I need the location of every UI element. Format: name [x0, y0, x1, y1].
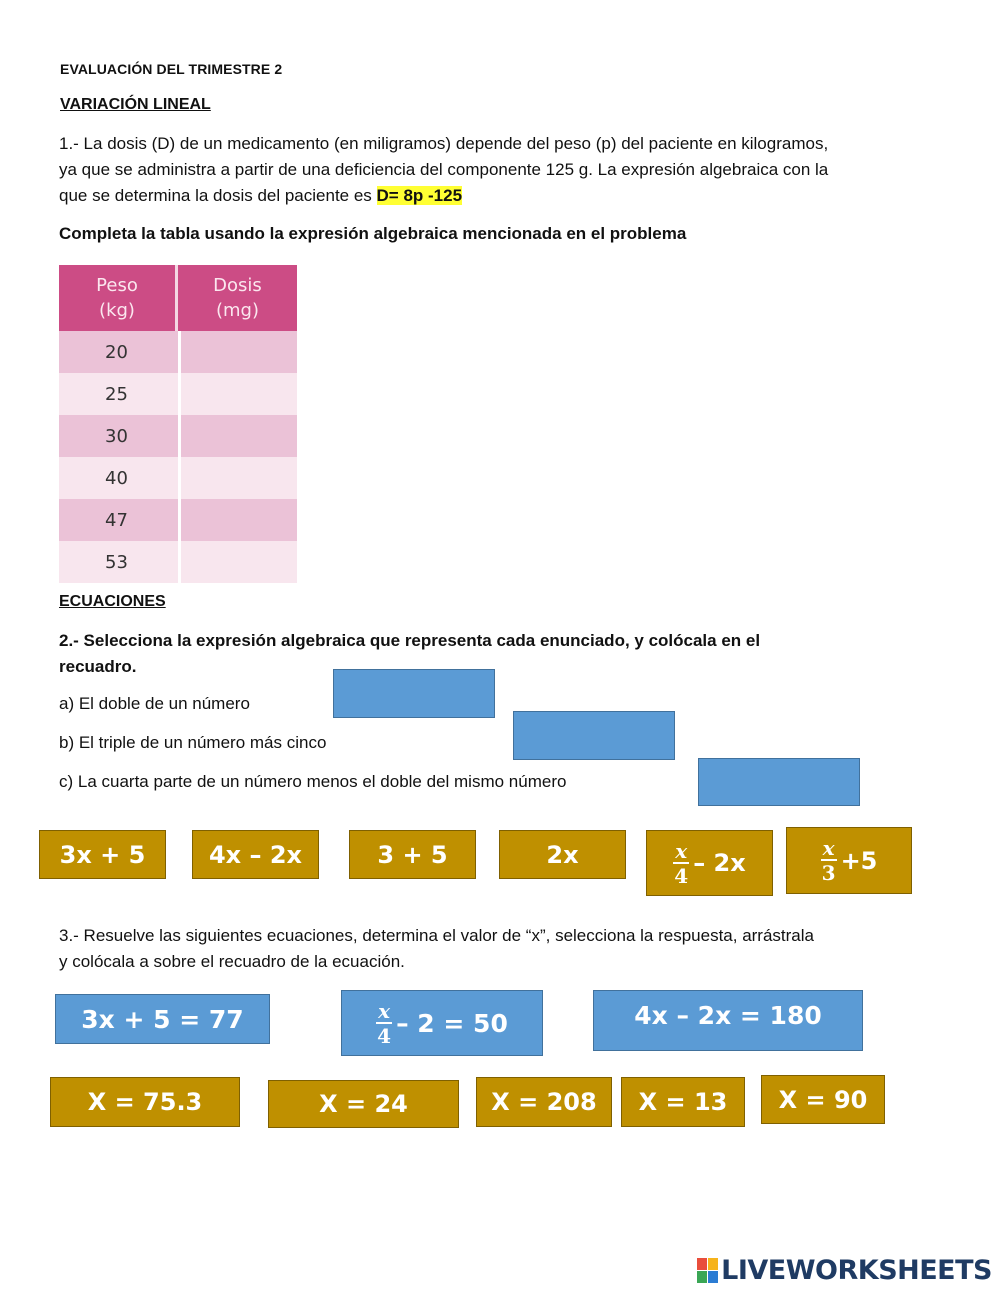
equation-3-box[interactable]: 4x – 2x = 180	[593, 990, 863, 1051]
section-heading-variacion-lineal: VARIACIÓN LINEAL	[60, 96, 211, 113]
fraction: $\frac{x}{4}$	[377, 998, 392, 1048]
fraction: $\frac{x}{4}$	[674, 838, 689, 888]
statement-b: b) El triple de un número más cinco	[59, 733, 327, 752]
dosis-answer-cell[interactable]	[178, 331, 297, 373]
dosis-answer-cell[interactable]	[178, 457, 297, 499]
statement-a: a) El doble de un número	[59, 694, 250, 713]
peso-cell: 30	[59, 415, 178, 457]
header-dosis: Dosis (mg)	[178, 265, 297, 331]
peso-cell: 47	[59, 499, 178, 541]
section-heading-ecuaciones: ECUACIONES	[59, 593, 166, 610]
table-instruction: Completa la tabla usando la expresión algebraica mencionada en el problema	[59, 224, 687, 243]
problem-1-text	[59, 131, 949, 209]
dose-table	[59, 265, 297, 583]
dosis-answer-cell[interactable]	[178, 499, 297, 541]
statement-c: c) La cuarta parte de un número menos el doble del mismo número	[59, 772, 567, 791]
table-row	[59, 457, 297, 499]
question-3-instruction: 3.- Resuelve las siguientes ecuaciones, determina el valor de “x”, selecciona la respuesta, arrástrala y colócala a sobre el recuadro de la ecuación.	[59, 926, 814, 971]
dose-formula-highlight: D= 8p -125	[376, 186, 463, 205]
problem-1-line-3-text: que se determina la dosis del paciente es	[59, 186, 377, 205]
equation-1-box[interactable]: 3x + 5 = 77	[55, 994, 270, 1044]
peso-cell: 53	[59, 541, 178, 583]
answer-x-90[interactable]: X = 90	[761, 1075, 885, 1124]
dosis-answer-cell[interactable]	[178, 373, 297, 415]
peso-cell: 40	[59, 457, 178, 499]
drop-box-c[interactable]	[698, 758, 860, 806]
table-row	[59, 541, 297, 583]
dosis-answer-cell[interactable]	[178, 415, 297, 457]
table-row	[59, 415, 297, 457]
header-peso: Peso (kg)	[59, 265, 178, 331]
table-row	[59, 499, 297, 541]
table-header-row	[59, 265, 297, 331]
question-2-instruction: 2.- Selecciona la expresión algebraica que representa cada enunciado, y colócala en el recuadro.	[59, 631, 761, 676]
problem-1-line-3	[59, 183, 949, 209]
logo-text: LIVEWORKSHEETS	[721, 1255, 992, 1286]
peso-cell: 20	[59, 331, 178, 373]
option-4x-minus-2x[interactable]: 4x – 2x	[192, 830, 319, 879]
drop-box-a[interactable]	[333, 669, 495, 718]
answer-x-75-3[interactable]: X = 75.3	[50, 1077, 240, 1127]
option-x-over-4-minus-2x[interactable]: $\frac{x}{4}$ – 2x	[646, 830, 773, 896]
liveworksheets-logo	[697, 1255, 992, 1286]
option-3-plus-5[interactable]: 3 + 5	[349, 830, 476, 879]
option-3x-plus-5[interactable]: 3x + 5	[39, 830, 166, 879]
problem-1-line-1: 1.- La dosis (D) de un medicamento (en miligramos) depende del peso (p) del paciente en kilogramos,	[59, 134, 829, 153]
page-title: EVALUACIÓN DEL TRIMESTRE 2	[60, 61, 283, 77]
table-row	[59, 331, 297, 373]
answer-x-24[interactable]: X = 24	[268, 1080, 459, 1128]
liveworksheets-logo-icon	[697, 1258, 718, 1283]
drop-box-b[interactable]	[513, 711, 675, 760]
answer-x-13[interactable]: X = 13	[621, 1077, 745, 1127]
fraction: $\frac{x}{3}$	[821, 836, 836, 885]
option-2x[interactable]: 2x	[499, 830, 626, 879]
equation-2-box[interactable]: $\frac{x}{4}$ – 2 = 50	[341, 990, 543, 1056]
answer-x-208[interactable]: X = 208	[476, 1077, 612, 1127]
table-row	[59, 373, 297, 415]
dosis-answer-cell[interactable]	[178, 541, 297, 583]
peso-cell: 25	[59, 373, 178, 415]
problem-1-line-2: ya que se administra a partir de una deficiencia del componente 125 g. La expresión algebraica con la	[59, 160, 829, 179]
option-x-over-3-plus-5[interactable]: $\frac{x}{3}$ +5	[786, 827, 912, 894]
